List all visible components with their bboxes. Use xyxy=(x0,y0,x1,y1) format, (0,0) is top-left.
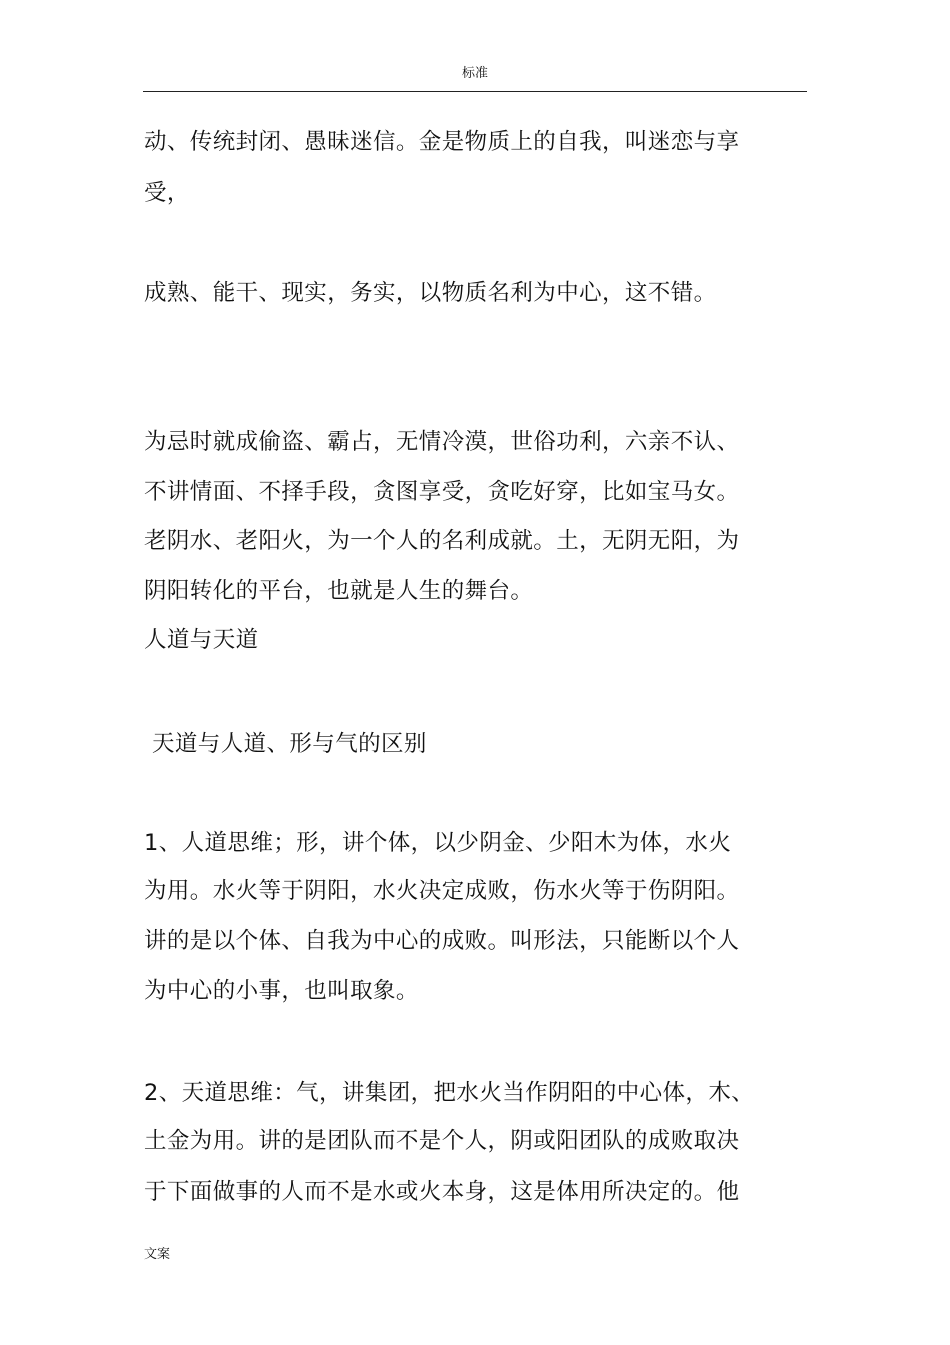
section-heading: 人道与天道 xyxy=(144,627,259,653)
text-line: 为忌时就成偷盗、霸占，无情冷漠，世俗功利，六亲不认、 xyxy=(144,429,740,455)
text-line: 为用。水火等于阴阳，水火决定成败，伤水火等于伤阴阳。 xyxy=(144,878,740,904)
section-subheading: 天道与人道、形与气的区别 xyxy=(152,731,427,757)
text-line: 老阴水、老阳火，为一个人的名利成就。土，无阴无阳，为 xyxy=(144,528,740,554)
text-line: 不讲情面、不择手段，贪图享受，贪吃好穿，比如宝马女。 xyxy=(144,479,740,505)
text-line: 成熟、能干、现实，务实，以物质名利为中心，这不错。 xyxy=(144,280,717,306)
text-line: 受， xyxy=(144,180,190,206)
text-line: 于下面做事的人而不是水或火本身，这是体用所决定的。他 xyxy=(144,1179,740,1205)
text-line: 阴阳转化的平台，也就是人生的舞台。 xyxy=(144,578,534,604)
text-line: 讲的是以个体、自我为中心的成败。叫形法，只能断以个人 xyxy=(144,928,740,954)
text-line: 1、人道思维；形，讲个体，以少阴金、少阳木为体，水火 xyxy=(144,830,732,856)
text-line: 动、传统封闭、愚昧迷信。金是物质上的自我，叫迷恋与享 xyxy=(144,129,740,155)
header-rule xyxy=(143,91,807,92)
text-line: 土金为用。讲的是团队而不是个人，阴或阳团队的成败取决 xyxy=(144,1128,740,1154)
page-footer: 文案 xyxy=(144,1247,171,1262)
page-header: 标准 xyxy=(461,66,488,81)
text-line: 为中心的小事，也叫取象。 xyxy=(144,978,419,1004)
text-line: 2、天道思维：气，讲集团，把水火当作阴阳的中心体，木、 xyxy=(144,1080,755,1106)
